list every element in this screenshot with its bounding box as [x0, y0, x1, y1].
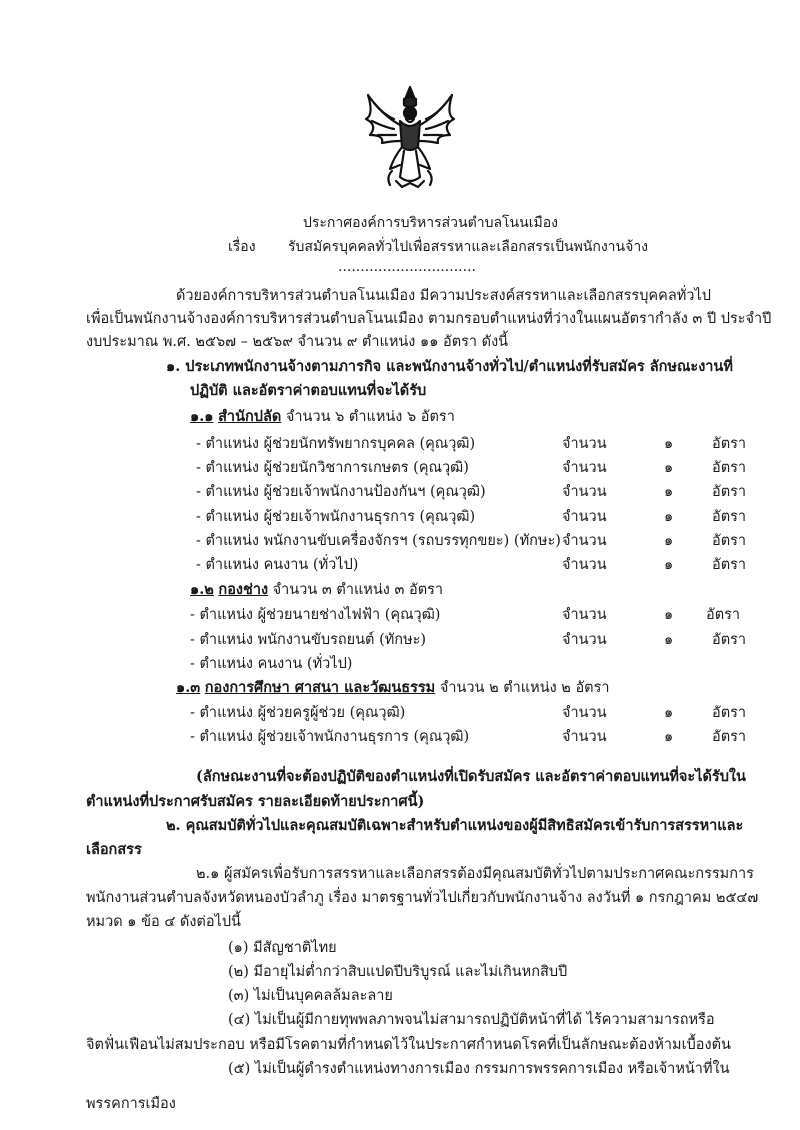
count-value: ๑ [664, 509, 674, 525]
subject-label: เรื่อง [228, 239, 256, 255]
section-2-para-3: หมวด ๑ ข้อ ๔ ดังต่อไปนี้ [86, 914, 241, 930]
group-name: กองช่าง [218, 581, 269, 598]
group-summary: จำนวน ๖ ตำแหน่ง ๖ อัตรา [285, 409, 455, 425]
position-title: - ตำแหน่ง ผู้ช่วยเจ้าพนักงานธุรการ (คุณวุฒิ) [196, 509, 476, 525]
position-title: - ตำแหน่ง ผู้ช่วยเจ้าพนักงานป้องกันฯ (คุณวุฒิ) [196, 484, 486, 500]
intro-line-1: ด้วยองค์การบริหารส่วนตำบลโนนเมือง มีความประสงค์สรรหาและเลือกสรรบุคคลทั่วไป [176, 288, 711, 304]
intro-line-3: งบประมาณ พ.ศ. ๒๕๖๗ – ๒๕๖๙ จำนวน ๙ ตำแหน่ง ๑๑ อัตรา ดังนี้ [86, 334, 509, 350]
group-number: ๑.๑ [190, 408, 214, 425]
group-summary: จำนวน ๓ ตำแหน่ง ๓ อัตรา [272, 582, 444, 598]
qualification-item: (๓) ไม่เป็นบุคคลล้มละลาย [228, 988, 393, 1004]
group-heading [176, 681, 610, 696]
count-label: จำนวน [562, 436, 607, 452]
count-value: ๑ [664, 484, 674, 500]
section-1-heading-cont: ปฏิบัติ และอัตราค่าตอบแทนที่จะได้รับ [190, 382, 427, 399]
count-label: จำนวน [562, 484, 607, 500]
section-2-heading-cont: เลือกสรร [86, 841, 142, 858]
count-value: ๑ [664, 705, 674, 721]
subject-text: รับสมัครบุคคลทั่วไปเพื่อสรรหาและเลือกสรรเป็นพนักงานจ้าง [288, 239, 649, 255]
section-2-para-1: ๒.๑ ผู้สมัครเพื่อรับการสรรหาและเลือกสรรต้องมีคุณสมบัติทั่วไปตามประกาศคณะกรรมการ [196, 866, 754, 882]
count-unit: อัตรา [712, 460, 747, 476]
count-label: จำนวน [562, 632, 607, 648]
count-label: จำนวน [562, 533, 607, 549]
position-title: - ตำแหน่ง คนงาน (ทั่วไป) [196, 557, 359, 573]
group-heading [190, 410, 455, 425]
count-unit: อัตรา [712, 484, 747, 500]
count-unit: อัตรา [706, 607, 741, 623]
group-name: กองการศึกษา ศาสนา และวัฒนธรรม [204, 679, 436, 696]
qualification-item: (๕) ไม่เป็นผู้ดำรงตำแหน่งทางการเมือง กรรมการพรรคการเมือง หรือเจ้าหน้าที่ใน [228, 1061, 730, 1077]
count-label: จำนวน [562, 607, 607, 623]
group-summary: จำนวน ๒ ตำแหน่ง ๒ อัตรา [439, 680, 610, 696]
count-label: จำนวน [562, 729, 607, 745]
qualification-item: (๔) ไม่เป็นผู้มีกายทุพพลภาพจนไม่สามารถปฏิบัติหน้าที่ได้ ไร้ความสามารถหรือ [228, 1012, 715, 1028]
count-unit: อัตรา [712, 632, 747, 648]
group-name: สำนักปลัด [218, 408, 282, 425]
count-label: จำนวน [562, 705, 607, 721]
section-2-para-2: พนักงานส่วนตำบลจังหวัดหนองบัวลำภู เรื่อง มาตรฐานทั่วไปเกี่ยวกับพนักงานจ้าง ลงวันที่ ๑ กรกฎาคม ๒๕๔๗ [86, 890, 759, 906]
position-title: - ตำแหน่ง ผู้ช่วยนักทรัพยากรบุคคล (คุณวุฒิ) [196, 436, 476, 452]
intro-line-2: เพื่อเป็นพนักงานจ้างองค์การบริหารส่วนตำบลโนนเมือง ตามกรอบตำแหน่งที่ว่างในแผนอัตรากำลัง ๓ ปี ประจำปี [86, 311, 772, 327]
count-unit: อัตรา [712, 705, 747, 721]
section-1-heading: ๑. ประเภทพนักงานจ้างตามภารกิจ และพนักงานจ้างทั่วไป/ตำแหน่งที่รับสมัคร ลักษณะงานที่ [166, 358, 733, 375]
count-value: ๑ [664, 436, 674, 452]
position-title: - ตำแหน่ง ผู้ช่วยเจ้าพนักงานธุรการ (คุณวุฒิ) [190, 729, 470, 745]
header-separator: ............................... [338, 259, 476, 275]
section-2-heading: ๒. คุณสมบัติทั่วไปและคุณสมบัติเฉพาะสำหรับตำแหน่งของผู้มีสิทธิสมัครเข้ารับการสรรหาและ [166, 817, 744, 834]
count-value: ๑ [664, 607, 674, 623]
count-unit: อัตรา [712, 436, 747, 452]
count-unit: อัตรา [712, 557, 747, 573]
position-title: - ตำแหน่ง ผู้ช่วยนายช่างไฟฟ้า (คุณวุฒิ) [190, 607, 441, 623]
qualification-item-cont: พรรคการเมือง [86, 1096, 176, 1112]
count-label: จำนวน [562, 509, 607, 525]
count-unit: อัตรา [712, 729, 747, 745]
qualification-item: (๑) มีสัญชาติไทย [228, 940, 337, 956]
group-number: ๑.๓ [176, 679, 201, 696]
position-title: - ตำแหน่ง ผู้ช่วยนักวิชาการเกษตร (คุณวุฒิ) [196, 460, 469, 476]
garuda-emblem [360, 85, 460, 190]
count-label: จำนวน [562, 557, 607, 573]
group-heading [190, 583, 443, 598]
position-title: - ตำแหน่ง พนักงานขับเครื่องจักรฯ (รถบรรทุกขยะ) (ทักษะ) [196, 533, 561, 549]
count-unit: อัตรา [712, 533, 747, 549]
count-label: จำนวน [562, 460, 607, 476]
count-unit: อัตรา [712, 509, 747, 525]
qualification-item: (๒) มีอายุไม่ต่ำกว่าสิบแปดปีบริบูรณ์ และไม่เกินหกสิบปี [228, 964, 568, 980]
announcement-title: ประกาศองค์การบริหารส่วนตำบลโนนเมือง [303, 215, 558, 231]
position-title: - ตำแหน่ง คนงาน (ทั่วไป) [190, 656, 353, 672]
section-1-note: (ลักษณะงานที่จะต้องปฏิบัติของตำแหน่งที่เปิดรับสมัคร และอัตราค่าตอบแทนที่จะได้รับใน [196, 768, 746, 785]
count-value: ๑ [664, 632, 674, 648]
section-1-note-cont: ตำแหน่งที่ประกาศรับสมัคร รายละเอียดท้ายประกาศนี้) [86, 793, 425, 810]
count-value: ๑ [664, 460, 674, 476]
count-value: ๑ [664, 557, 674, 573]
position-title: - ตำแหน่ง พนักงานขับรถยนต์ (ทักษะ) [190, 632, 427, 648]
qualification-item-cont: จิตฟั่นเฟือนไม่สมประกอบ หรือมีโรคตามที่กำหนดไว้ในประกาศกำหนดโรคที่เป็นลักษณะต้องห้ามเบื้องต้น [86, 1037, 731, 1053]
count-value: ๑ [664, 729, 674, 745]
group-number: ๑.๒ [190, 581, 214, 598]
count-value: ๑ [664, 533, 674, 549]
position-title: - ตำแหน่ง ผู้ช่วยครูผู้ช่วย (คุณวุฒิ) [190, 705, 406, 721]
